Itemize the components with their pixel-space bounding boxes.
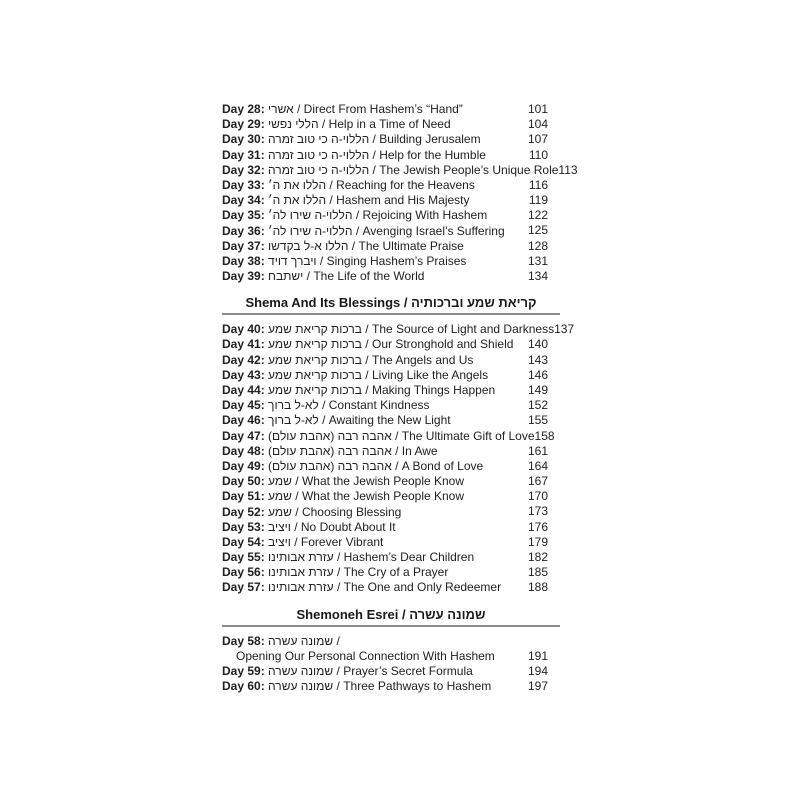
section-heading-hebrew: שמונה עשרה: [409, 606, 486, 622]
entry-day: Day 28:: [222, 102, 265, 116]
entry-day: Day 57:: [222, 580, 265, 595]
entry-text: Day 30: הללוי-ה כי טוב זמרה / Building Jerusalem: [222, 132, 481, 147]
entry-hebrew: אהבה רבה (אהבת עולם): [268, 458, 392, 473]
entry-hebrew: ברכות קריאת שמע: [268, 383, 362, 397]
entry-text: Day 33: הללו את ה׳ / Reaching for the Heavens: [222, 177, 475, 192]
toc-section: [222, 295, 575, 595]
entry-page-number: 176: [527, 519, 548, 534]
entry-page-number: 101: [527, 101, 548, 116]
entry-text: Day 45: לא-ל ברוך / Constant Kindness: [222, 398, 430, 413]
entry-title: No Doubt About It: [300, 519, 396, 534]
entry-hebrew: ברכות קריאת שמע: [268, 367, 362, 382]
entry-page-number: 125: [527, 223, 548, 238]
entry-title: Hashem’s Dear Children: [343, 550, 475, 565]
toc-entry[interactable]: [222, 580, 560, 595]
toc-entry[interactable]: [222, 550, 560, 565]
toc-entry[interactable]: [222, 398, 560, 413]
entry-title: The Source of Light and Darkness: [371, 322, 555, 337]
entry-hebrew: שמונה עשרה: [268, 633, 334, 648]
entry-page-number: 179: [527, 534, 548, 549]
entry-text: Day 38: ויברך דויד / Singing Hashem’s Praises: [222, 253, 467, 268]
entry-hebrew: לא-ל ברוך: [268, 398, 319, 413]
toc-entry[interactable]: [222, 148, 560, 163]
entry-day: Day 34:: [222, 193, 265, 208]
entry-hebrew: הללוי-ה שירו לה׳: [268, 223, 353, 238]
entry-day: Day 60:: [222, 679, 265, 694]
entry-day: Day 51:: [222, 489, 265, 504]
entry-day: Day 59:: [222, 664, 265, 679]
toc-section: [222, 607, 560, 695]
entry-hebrew: הללי נפשי: [268, 117, 319, 132]
entry-hebrew: שמונה עשרה: [268, 664, 334, 679]
entry-title: Making Things Happen: [371, 383, 496, 397]
entry-title: The Life of the World: [313, 269, 425, 284]
entry-day: Day 36:: [222, 223, 265, 238]
entry-day: Day 50:: [222, 474, 265, 489]
entry-hebrew: עזרת אבותינו: [268, 550, 334, 565]
entry-title: Living Like the Angels: [371, 367, 489, 382]
section-heading-english: Shemoneh Esrei /: [296, 606, 406, 622]
entry-title: Singing Hashem’s Praises: [326, 253, 467, 268]
toc-entry[interactable]: [222, 162, 578, 178]
entry-day: Day 33:: [222, 177, 265, 192]
entry-title: Constant Kindness: [328, 398, 430, 413]
entry-text: Day 52: שמע / Choosing Blessing: [222, 504, 402, 519]
entry-page-number: 155: [527, 413, 548, 428]
toc-entry[interactable]: [222, 208, 560, 223]
entry-text: Day 50: שמע / What the Jewish People Know: [222, 474, 465, 489]
entry-title: The Ultimate Gift of Love: [401, 428, 535, 443]
toc-entry[interactable]: [222, 505, 560, 520]
entry-hebrew: הללו את ה׳: [268, 177, 327, 192]
entry-page-number: 185: [527, 565, 548, 580]
entry-text: Day 51: שמע / What the Jewish People Know: [222, 489, 465, 504]
toc-entry[interactable]: [222, 239, 560, 254]
entry-page-number: 122: [527, 208, 548, 223]
entry-day: Day 32:: [222, 162, 265, 177]
entry-page-number: 161: [527, 443, 548, 458]
entry-text: Day 42: ברכות קריאת שמע / The Angels and Us: [222, 352, 474, 367]
entry-page-number: 191: [527, 648, 548, 663]
entry-title: Three Pathways to Hashem: [343, 679, 492, 694]
entry-title: A Bond of Love: [401, 458, 484, 473]
entry-text: Day 31: הללוי-ה כי טוב זמרה / Help for the Humble: [222, 147, 486, 162]
toc-entry[interactable]: [222, 269, 560, 284]
entry-hebrew: ויברך דויד: [268, 253, 317, 268]
entry-day: Day 43:: [222, 367, 265, 382]
toc-entry[interactable]: [222, 634, 560, 664]
section-heading: [222, 295, 560, 315]
entry-title: What the Jewish People Know: [301, 474, 465, 489]
entry-text: Day 53: ויציב / No Doubt About It: [222, 519, 396, 534]
entry-hebrew: הללוי-ה שירו לה׳: [268, 208, 353, 223]
entry-text: Day 37: הללו א-ל בקדשו / The Ultimate Praise: [222, 238, 464, 253]
entry-title: The Cry of a Prayer: [343, 565, 449, 580]
entry-hebrew: אשרי: [268, 102, 294, 116]
entry-text: Day 43: ברכות קריאת שמע / Living Like the Angels: [222, 367, 489, 382]
entry-text: Day 44: ברכות קריאת שמע / Making Things Happen: [222, 383, 496, 397]
toc-entry[interactable]: [222, 664, 560, 679]
toc-entry[interactable]: [222, 535, 560, 550]
toc-entry[interactable]: [222, 322, 575, 337]
entry-title: Opening Our Personal Connection With Hashem: [236, 648, 495, 663]
entry-day: Day 38:: [222, 253, 265, 268]
entry-hebrew: ברכות קריאת שמע: [268, 337, 362, 352]
entry-page-number: 173: [527, 504, 548, 519]
entry-page-number: 119: [528, 193, 548, 208]
entry-page-number: 104: [527, 117, 548, 132]
entry-text: Day 41: ברכות קריאת שמע / Our Stronghold and Shield: [222, 337, 514, 352]
entry-title: The Ultimate Praise: [358, 238, 464, 253]
entry-text: Day 58: שמונה עשרה / Opening Our Personal Connection With Hashem: [222, 634, 518, 664]
toc-entry[interactable]: [222, 254, 560, 269]
entry-title: The One and Only Redeemer: [343, 580, 502, 595]
entry-day: Day 44:: [222, 383, 265, 397]
entry-title: Help for the Humble: [379, 147, 486, 162]
entry-hebrew: עזרת אבותינו: [268, 580, 334, 595]
entry-title: Help in a Time of Need: [328, 117, 451, 132]
toc-entry[interactable]: [222, 459, 560, 474]
entry-hebrew: שמונה עשרה: [268, 679, 334, 694]
entry-text: Day 40: ברכות קריאת שמע / The Source of Light and Darkness: [222, 322, 555, 337]
entry-day: Day 58:: [222, 633, 265, 648]
toc-section: [222, 101, 578, 284]
entry-page-number: 134: [527, 269, 548, 284]
entry-text: Day 56: עזרת אבותינו / The Cry of a Prayer: [222, 565, 449, 580]
entry-title: Rejoicing With Hashem: [362, 208, 488, 223]
entry-page-number: 143: [527, 352, 548, 367]
entry-title: In Awe: [401, 443, 438, 458]
toc-entry[interactable]: [222, 132, 560, 147]
entry-title: Forever Vibrant: [300, 534, 384, 549]
toc-entry[interactable]: [222, 224, 560, 239]
entry-page-number: 182: [527, 550, 548, 565]
entry-page-number: 146: [527, 367, 548, 382]
entry-title: Awaiting the New Light: [328, 413, 451, 428]
entry-page-number: 128: [527, 238, 548, 253]
entry-day: Day 42:: [222, 352, 265, 367]
entry-page-number: 167: [527, 474, 548, 489]
entry-page-number: 149: [527, 382, 548, 397]
entry-text: Day 36: הללוי-ה שירו לה׳ / Avenging Israel’s Suffering: [222, 223, 505, 238]
entry-text: Day 39: ישתבח / The Life of the World: [222, 269, 425, 284]
entry-text: Day 29: הללי נפשי / Help in a Time of Need: [222, 117, 451, 132]
entry-text: Day 55: עזרת אבותינו / Hashem’s Dear Children: [222, 550, 475, 565]
entry-hebrew: הללוי-ה כי טוב זמרה: [268, 162, 370, 177]
entry-page-number: 158: [534, 428, 555, 443]
entry-page-number: 113: [558, 162, 578, 177]
entry-text: Day 48: אהבה רבה (אהבת עולם) / In Awe: [222, 443, 438, 458]
entry-day: Day 47:: [222, 428, 265, 443]
entry-text: Day 47: אהבה רבה (אהבת עולם) / The Ultimate Gift of Love: [222, 428, 535, 443]
entry-hebrew: הללו את ה׳: [268, 193, 327, 208]
entry-page-number: 131: [527, 253, 548, 268]
toc-entry[interactable]: [222, 679, 560, 694]
entry-text: Day 35: הללוי-ה שירו לה׳ / Rejoicing With Hashem: [222, 208, 488, 223]
toc-entry[interactable]: [222, 413, 560, 428]
section-heading: [222, 607, 560, 627]
entry-title: Prayer’s Secret Formula: [343, 664, 473, 679]
entry-day: Day 55:: [222, 550, 265, 565]
entry-hebrew: הללו א-ל בקדשו: [268, 238, 349, 253]
entry-page-number: 110: [528, 147, 548, 162]
entry-text: Day 34: הללו את ה׳ / Hashem and His Majesty: [222, 193, 470, 208]
toc-entry[interactable]: [222, 444, 560, 459]
entry-day: Day 46:: [222, 413, 265, 428]
entry-text: Day 32: הללוי-ה כי טוב זמרה / The Jewish People’s Unique Role: [222, 162, 559, 177]
entry-day: Day 30:: [222, 132, 265, 147]
entry-day: Day 40:: [222, 322, 265, 337]
entry-title: Reaching for the Heavens: [336, 177, 475, 192]
entry-title: The Angels and Us: [371, 352, 474, 367]
entry-hebrew: ברכות קריאת שמע: [268, 322, 362, 337]
entry-page-number: 137: [554, 322, 575, 337]
entry-title: Direct From Hashem’s “Hand”: [303, 102, 463, 116]
entry-page-number: 116: [528, 177, 548, 192]
toc-entry[interactable]: [222, 520, 560, 535]
entry-day: Day 49:: [222, 458, 265, 473]
entry-title: Building Jerusalem: [379, 132, 481, 147]
toc-entry[interactable]: [222, 368, 560, 383]
entry-page-number: 140: [527, 337, 548, 352]
entry-hebrew: שמע: [268, 489, 292, 504]
toc-entry[interactable]: [222, 489, 560, 504]
toc-entry[interactable]: [222, 102, 560, 117]
entry-day: Day 48:: [222, 443, 265, 458]
entry-day: Day 31:: [222, 147, 265, 162]
entry-day: Day 54:: [222, 534, 265, 549]
toc-entry[interactable]: [222, 383, 560, 398]
entry-text: Day 54: ויציב / Forever Vibrant: [222, 534, 384, 549]
entry-page-number: 170: [527, 489, 548, 504]
toc-entry[interactable]: [222, 337, 560, 352]
entry-page-number: 107: [527, 132, 548, 147]
entry-hebrew: ויציב: [268, 534, 291, 549]
entry-text: Day 60: שמונה עשרה / Three Pathways to Hashem: [222, 679, 492, 694]
section-heading-hebrew: קריאת שמע וברכותיה: [411, 295, 537, 311]
entry-title: The Jewish People’s Unique Role: [379, 162, 559, 177]
entry-day: Day 41:: [222, 337, 265, 352]
entry-hebrew: אהבה רבה (אהבת עולם): [268, 443, 392, 458]
entry-hebrew: הללוי-ה כי טוב זמרה: [268, 147, 370, 162]
entry-text: Day 59: שמונה עשרה / Prayer’s Secret Formula: [222, 664, 473, 679]
entry-day: Day 53:: [222, 519, 265, 534]
entry-title: What the Jewish People Know: [301, 489, 465, 504]
entry-text: Day 57: עזרת אבותינו / The One and Only Redeemer: [222, 580, 502, 595]
entry-text: Day 28: אשרי / Direct From Hashem’s “Hand”: [222, 102, 463, 116]
entry-page-number: 152: [527, 398, 548, 413]
toc-entry[interactable]: [222, 193, 560, 208]
entry-hebrew: שמע: [268, 504, 292, 519]
entry-hebrew: ויציב: [268, 519, 291, 534]
entry-title: Hashem and His Majesty: [336, 193, 470, 208]
entry-page-number: 197: [527, 679, 548, 694]
toc-entry[interactable]: [222, 178, 560, 193]
entry-hebrew: הללוי-ה כי טוב זמרה: [268, 132, 370, 147]
entry-page-number: 194: [527, 664, 548, 678]
section-heading-english: Shema And Its Blessings /: [245, 295, 408, 311]
entry-title: Avenging Israel’s Suffering: [362, 223, 505, 238]
entry-day: Day 37:: [222, 238, 265, 253]
entry-hebrew: לא-ל ברוך: [268, 413, 319, 428]
toc-entry[interactable]: [222, 474, 560, 489]
entry-page-number: 164: [527, 458, 548, 473]
entry-day: Day 35:: [222, 208, 265, 223]
entry-title: Choosing Blessing: [301, 504, 402, 519]
entry-day: Day 56:: [222, 565, 265, 580]
entry-hebrew: שמע: [268, 474, 292, 489]
toc-entry[interactable]: [222, 429, 560, 444]
entry-hebrew: ישתבח: [268, 269, 304, 284]
entry-hebrew: אהבה רבה (אהבת עולם): [268, 428, 392, 443]
entry-text: Day 46: לא-ל ברוך / Awaiting the New Light: [222, 413, 451, 428]
table-of-contents: [222, 101, 578, 694]
toc-entry[interactable]: [222, 117, 560, 132]
entry-text: Day 49: אהבה רבה (אהבת עולם) / A Bond of Love: [222, 458, 484, 473]
entry-day: Day 45:: [222, 398, 265, 413]
entry-day: Day 52:: [222, 504, 265, 519]
entry-day: Day 39:: [222, 269, 265, 284]
toc-entry[interactable]: [222, 565, 560, 580]
entry-page-number: 188: [527, 580, 548, 595]
entry-day: Day 29:: [222, 117, 265, 132]
toc-entry[interactable]: [222, 353, 560, 368]
entry-hebrew: ברכות קריאת שמע: [268, 352, 362, 367]
entry-title: Our Stronghold and Shield: [371, 337, 514, 352]
entry-hebrew: עזרת אבותינו: [268, 565, 334, 580]
